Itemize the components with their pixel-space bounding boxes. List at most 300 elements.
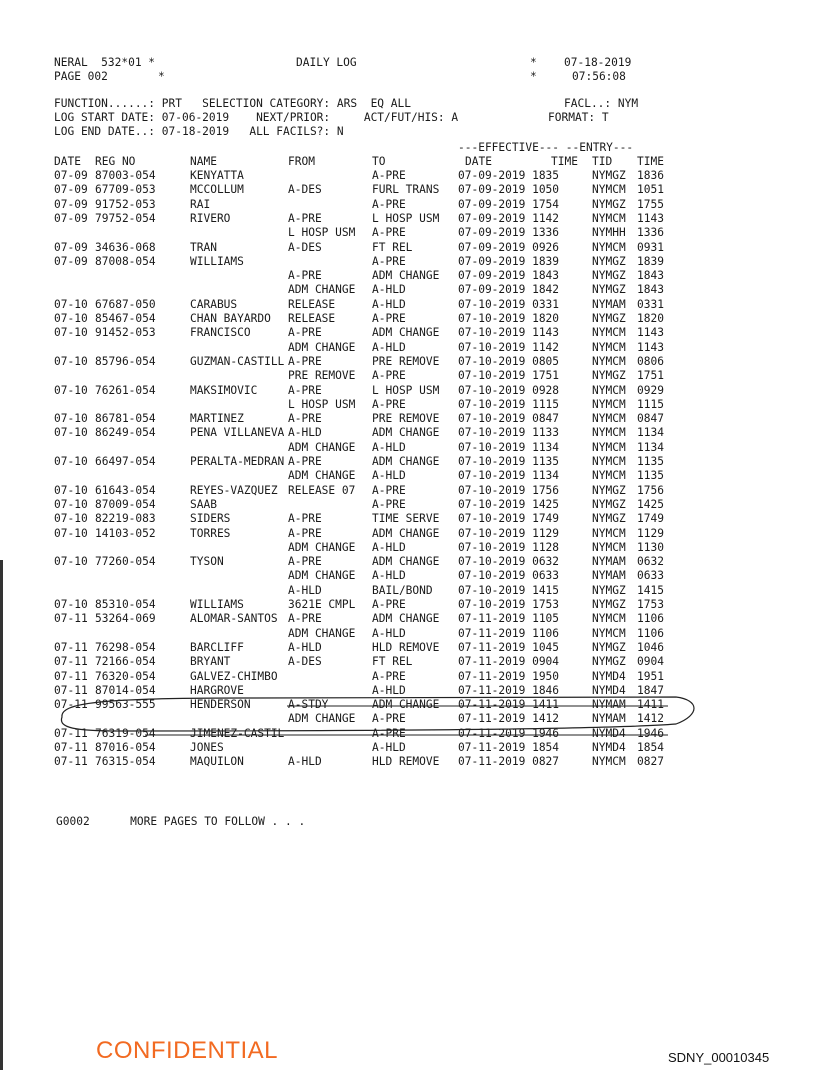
header-text: * [158, 70, 165, 83]
cell-from: A-PRE [288, 555, 322, 568]
bates-number: SDNY_00010345 [668, 1050, 770, 1065]
cell-time: 1134 [637, 441, 664, 454]
header-text: PAGE 002 [54, 70, 108, 83]
cell-name: ALOMAR-SANTOS [190, 612, 278, 625]
cell-to: A-PRE [372, 598, 406, 611]
cell-to: A-PRE [372, 169, 406, 182]
cell-tid: NYMGZ [592, 312, 626, 325]
cell-eff: 07-09-2019 1050 [458, 183, 560, 196]
cell-time: 1843 [637, 269, 664, 282]
cell-time: 1130 [637, 541, 664, 554]
cell-tid: NYMGZ [592, 512, 626, 525]
cell-eff: 07-10-2019 1751 [458, 369, 560, 382]
cell-reg: 79752-054 [95, 212, 156, 225]
cell-time: 1415 [637, 584, 664, 597]
cell-date: 07-09 [54, 241, 88, 254]
cell-tid: NYMD4 [592, 684, 626, 697]
cell-eff: 07-09-2019 1142 [458, 212, 560, 225]
cell-tid: NYMCM [592, 183, 626, 196]
cell-to: A-PRE [372, 670, 406, 683]
cell-eff: 07-09-2019 1336 [458, 226, 560, 239]
cell-name: SAAB [190, 498, 217, 511]
cell-from: ADM CHANGE [288, 712, 356, 725]
cell-to: ADM CHANGE [372, 698, 440, 711]
cell-name: TYSON [190, 555, 224, 568]
cell-name: WILLIAMS [190, 255, 244, 268]
cell-from: A-DES [288, 241, 322, 254]
cell-tid: NYMGZ [592, 584, 626, 597]
cell-to: ADM CHANGE [372, 612, 440, 625]
cell-date: 07-11 [54, 684, 88, 697]
cell-from: A-PRE [288, 355, 322, 368]
cell-tid: NYMCM [592, 469, 626, 482]
cell-time: 0904 [637, 655, 664, 668]
cell-tid: NYMAM [592, 698, 626, 711]
cell-eff: 07-09-2019 0926 [458, 241, 560, 254]
cell-date: 07-10 [54, 312, 88, 325]
cell-eff: 07-11-2019 1411 [458, 698, 560, 711]
cell-from: A-DES [288, 655, 322, 668]
header-text: * [530, 56, 537, 69]
cell-name: MARTINEZ [190, 412, 244, 425]
cell-to: PRE REMOVE [372, 412, 440, 425]
cell-tid: NYMGZ [592, 655, 626, 668]
cell-reg: 87008-054 [95, 255, 156, 268]
cell-date: 07-09 [54, 183, 88, 196]
header-text: * [530, 70, 537, 83]
cell-time: 0929 [637, 384, 664, 397]
cell-from: A-HLD [288, 584, 322, 597]
cell-eff: 07-10-2019 1756 [458, 484, 560, 497]
cell-reg: 61643-054 [95, 484, 156, 497]
cell-name: JONES [190, 741, 224, 754]
cell-time: 1106 [637, 627, 664, 640]
cell-eff: 07-09-2019 1842 [458, 283, 560, 296]
cell-reg: 91452-053 [95, 326, 156, 339]
cell-date: 07-10 [54, 555, 88, 568]
cell-time: 1143 [637, 212, 664, 225]
cell-eff: 07-11-2019 0827 [458, 755, 560, 768]
cell-time: 0331 [637, 298, 664, 311]
cell-name: CARABUS [190, 298, 238, 311]
cell-tid: NYMHH [592, 226, 626, 239]
cell-tid: NYMAM [592, 298, 626, 311]
cell-time: 1336 [637, 226, 664, 239]
cell-to: A-HLD [372, 469, 406, 482]
cell-time: 0827 [637, 755, 664, 768]
cell-name: TORRES [190, 527, 231, 540]
cell-time: 1753 [637, 598, 664, 611]
cell-to: A-PRE [372, 255, 406, 268]
header-text: NERAL 532*01 * [54, 56, 156, 69]
cell-date: 07-11 [54, 727, 88, 740]
cell-tid: NYMCM [592, 541, 626, 554]
cell-date: 07-11 [54, 655, 88, 668]
cell-date: 07-10 [54, 455, 88, 468]
cell-tid: NYMGZ [592, 498, 626, 511]
cell-to: A-HLD [372, 441, 406, 454]
cell-to: ADM CHANGE [372, 527, 440, 540]
cell-eff: 07-10-2019 1135 [458, 455, 560, 468]
cell-reg: 76315-054 [95, 755, 156, 768]
cell-eff: 07-11-2019 1412 [458, 712, 560, 725]
cell-reg: 86249-054 [95, 426, 156, 439]
scan-edge [0, 560, 3, 1070]
cell-eff: 07-10-2019 0632 [458, 555, 560, 568]
cell-eff: 07-09-2019 1843 [458, 269, 560, 282]
cell-time: 0633 [637, 569, 664, 582]
cell-reg: 76261-054 [95, 384, 156, 397]
cell-time: 1749 [637, 512, 664, 525]
cell-from: A-PRE [288, 527, 322, 540]
cell-time: 1951 [637, 670, 664, 683]
cell-tid: NYMCM [592, 341, 626, 354]
cell-from: RELEASE 07 [288, 484, 356, 497]
cell-eff: 07-10-2019 1134 [458, 469, 560, 482]
cell-reg: 99563-555 [95, 698, 156, 711]
cell-from: ADM CHANGE [288, 627, 356, 640]
cell-to: A-HLD [372, 684, 406, 697]
cell-date: 07-10 [54, 298, 88, 311]
header-text: DATE [465, 155, 492, 168]
cell-eff: 07-10-2019 0805 [458, 355, 560, 368]
cell-name: REYES-VAZQUEZ [190, 484, 278, 497]
cell-name: GUZMAN-CASTILL [190, 355, 285, 368]
cell-name: SIDERS [190, 512, 231, 525]
cell-eff: 07-11-2019 1045 [458, 641, 560, 654]
cell-time: 1135 [637, 455, 664, 468]
cell-to: A-PRE [372, 498, 406, 511]
cell-from: A-STDY [288, 698, 329, 711]
cell-tid: NYMAM [592, 569, 626, 582]
header-text: TIME [637, 155, 664, 168]
cell-from: ADM CHANGE [288, 441, 356, 454]
cell-date: 07-10 [54, 355, 88, 368]
cell-time: 1051 [637, 183, 664, 196]
cell-eff: 07-10-2019 1115 [458, 398, 560, 411]
cell-eff: 07-10-2019 1134 [458, 441, 560, 454]
cell-reg: 87014-054 [95, 684, 156, 697]
cell-from: A-PRE [288, 455, 322, 468]
cell-to: A-HLD [372, 741, 406, 754]
cell-date: 07-11 [54, 698, 88, 711]
cell-eff: 07-09-2019 1835 [458, 169, 560, 182]
cell-to: PRE REMOVE [372, 355, 440, 368]
cell-eff: 07-10-2019 0331 [458, 298, 560, 311]
cell-date: 07-11 [54, 670, 88, 683]
cell-to: ADM CHANGE [372, 455, 440, 468]
cell-name: KENYATTA [190, 169, 244, 182]
cell-from: A-PRE [288, 384, 322, 397]
cell-from: A-PRE [288, 326, 322, 339]
cell-tid: NYMCM [592, 384, 626, 397]
cell-eff: 07-11-2019 1106 [458, 627, 560, 640]
cell-tid: NYMGZ [592, 641, 626, 654]
header-text: REG NO [95, 155, 136, 168]
cell-eff: 07-10-2019 1425 [458, 498, 560, 511]
header-text: FACL..: NYM [564, 97, 639, 110]
cell-reg: 76298-054 [95, 641, 156, 654]
cell-time: 1134 [637, 426, 664, 439]
cell-date: 07-11 [54, 755, 88, 768]
cell-eff: 07-11-2019 1846 [458, 684, 560, 697]
cell-time: 1820 [637, 312, 664, 325]
cell-name: PERALTA-MEDRAN [190, 455, 285, 468]
cell-tid: NYMGZ [592, 269, 626, 282]
cell-from: PRE REMOVE [288, 369, 356, 382]
cell-eff: 07-09-2019 1754 [458, 198, 560, 211]
cell-to: ADM CHANGE [372, 555, 440, 568]
header-text: FUNCTION......: PRT SELECTION CATEGORY: ARS EQ ALL [54, 97, 411, 110]
cell-to: FT REL [372, 241, 413, 254]
cell-reg: 53264-069 [95, 612, 156, 625]
header-text: NAME [190, 155, 217, 168]
cell-date: 07-10 [54, 412, 88, 425]
cell-from: A-HLD [288, 755, 322, 768]
cell-to: A-PRE [372, 398, 406, 411]
cell-to: BAIL/BOND [372, 584, 433, 597]
cell-eff: 07-10-2019 1128 [458, 541, 560, 554]
cell-time: 0632 [637, 555, 664, 568]
cell-name: GALVEZ-CHIMBO [190, 670, 278, 683]
cell-date: 07-10 [54, 484, 88, 497]
cell-to: A-PRE [372, 484, 406, 497]
cell-eff: 07-10-2019 1820 [458, 312, 560, 325]
cell-date: 07-09 [54, 198, 88, 211]
cell-eff: 07-10-2019 0928 [458, 384, 560, 397]
cell-eff: 07-11-2019 1105 [458, 612, 560, 625]
cell-tid: NYMCM [592, 398, 626, 411]
cell-time: 1847 [637, 684, 664, 697]
cell-to: ADM CHANGE [372, 326, 440, 339]
cell-from: A-DES [288, 183, 322, 196]
cell-to: A-PRE [372, 312, 406, 325]
cell-time: 1106 [637, 612, 664, 625]
cell-time: 1412 [637, 712, 664, 725]
cell-eff: 07-10-2019 1129 [458, 527, 560, 540]
cell-reg: 67709-053 [95, 183, 156, 196]
cell-to: HLD REMOVE [372, 755, 440, 768]
cell-date: 07-09 [54, 255, 88, 268]
cell-time: 1751 [637, 369, 664, 382]
header-text: DATE [54, 155, 81, 168]
cell-date: 07-11 [54, 741, 88, 754]
cell-eff: 07-09-2019 1839 [458, 255, 560, 268]
cell-from: A-HLD [288, 641, 322, 654]
cell-to: A-HLD [372, 627, 406, 640]
header-text: 07:56:08 [572, 70, 626, 83]
cell-from: ADM CHANGE [288, 541, 356, 554]
cell-eff: 07-11-2019 1854 [458, 741, 560, 754]
footer-note [56, 815, 305, 828]
cell-tid: NYMCM [592, 527, 626, 540]
cell-time: 1411 [637, 698, 664, 711]
cell-from: A-PRE [288, 612, 322, 625]
cell-tid: NYMGZ [592, 169, 626, 182]
header-text: TO [372, 155, 386, 168]
cell-time: 1135 [637, 469, 664, 482]
cell-to: L HOSP USM [372, 212, 440, 225]
cell-eff: 07-10-2019 1143 [458, 326, 560, 339]
cell-reg: 86781-054 [95, 412, 156, 425]
cell-time: 1143 [637, 341, 664, 354]
cell-reg: 67687-050 [95, 298, 156, 311]
cell-from: A-PRE [288, 269, 322, 282]
cell-time: 0931 [637, 241, 664, 254]
cell-tid: NYMCM [592, 241, 626, 254]
cell-tid: NYMCM [592, 755, 626, 768]
cell-from: A-PRE [288, 212, 322, 225]
cell-name: BRYANT [190, 655, 231, 668]
cell-eff: 07-10-2019 1753 [458, 598, 560, 611]
cell-from: ADM CHANGE [288, 469, 356, 482]
cell-reg: 76319-054 [95, 727, 156, 740]
cell-time: 1046 [637, 641, 664, 654]
cell-to: TIME SERVE [372, 512, 440, 525]
cell-reg: 82219-083 [95, 512, 156, 525]
cell-eff: 07-10-2019 1133 [458, 426, 560, 439]
cell-from: ADM CHANGE [288, 569, 356, 582]
cell-to: A-PRE [372, 727, 406, 740]
cell-to: A-PRE [372, 369, 406, 382]
cell-time: 1129 [637, 527, 664, 540]
cell-tid: NYMCM [592, 355, 626, 368]
cell-tid: NYMD4 [592, 741, 626, 754]
cell-to: A-PRE [372, 712, 406, 725]
confidential-stamp: CONFIDENTIAL [96, 1037, 279, 1064]
cell-name: MCCOLLUM [190, 183, 244, 196]
cell-time: 1756 [637, 484, 664, 497]
cell-to: A-HLD [372, 283, 406, 296]
cell-name: CHAN BAYARDO [190, 312, 271, 325]
cell-time: 1843 [637, 283, 664, 296]
cell-date: 07-10 [54, 527, 88, 540]
cell-from: RELEASE [288, 298, 336, 311]
cell-name: RAI [190, 198, 211, 211]
cell-to: FT REL [372, 655, 413, 668]
cell-date: 07-11 [54, 612, 88, 625]
header-text: ---EFFECTIVE--- --ENTRY--- [458, 141, 634, 154]
cell-tid: NYMGZ [592, 198, 626, 211]
cell-tid: NYMCM [592, 212, 626, 225]
cell-to: HLD REMOVE [372, 641, 440, 654]
footer-code: G0002 [56, 815, 90, 828]
cell-from: A-HLD [288, 426, 322, 439]
cell-time: 0806 [637, 355, 664, 368]
cell-eff: 07-10-2019 1415 [458, 584, 560, 597]
cell-date: 07-09 [54, 169, 88, 182]
cell-reg: 66497-054 [95, 455, 156, 468]
cell-reg: 77260-054 [95, 555, 156, 568]
cell-name: MAKSIMOVIC [190, 384, 258, 397]
cell-eff: 07-10-2019 0633 [458, 569, 560, 582]
cell-eff: 07-10-2019 1142 [458, 341, 560, 354]
cell-to: A-PRE [372, 198, 406, 211]
cell-tid: NYMGZ [592, 255, 626, 268]
cell-tid: NYMGZ [592, 484, 626, 497]
cell-tid: NYMCM [592, 412, 626, 425]
cell-time: 1115 [637, 398, 664, 411]
cell-reg: 34636-068 [95, 241, 156, 254]
cell-tid: NYMGZ [592, 283, 626, 296]
cell-time: 1836 [637, 169, 664, 182]
cell-date: 07-10 [54, 384, 88, 397]
cell-date: 07-10 [54, 426, 88, 439]
cell-to: A-HLD [372, 298, 406, 311]
header-text: FROM [288, 155, 315, 168]
cell-date: 07-10 [54, 598, 88, 611]
cell-reg: 87003-054 [95, 169, 156, 182]
cell-to: A-HLD [372, 541, 406, 554]
cell-reg: 85796-054 [95, 355, 156, 368]
cell-date: 07-10 [54, 498, 88, 511]
cell-time: 1839 [637, 255, 664, 268]
cell-tid: NYMCM [592, 326, 626, 339]
cell-name: HARGROVE [190, 684, 244, 697]
cell-name: MAQUILON [190, 755, 244, 768]
cell-to: A-HLD [372, 569, 406, 582]
cell-from: A-PRE [288, 512, 322, 525]
cell-tid: NYMCM [592, 441, 626, 454]
cell-tid: NYMCM [592, 612, 626, 625]
cell-from: ADM CHANGE [288, 283, 356, 296]
cell-tid: NYMD4 [592, 670, 626, 683]
cell-eff: 07-10-2019 0847 [458, 412, 560, 425]
cell-tid: NYMGZ [592, 369, 626, 382]
cell-reg: 85467-054 [95, 312, 156, 325]
cell-name: TRAN [190, 241, 217, 254]
cell-to: ADM CHANGE [372, 269, 440, 282]
cell-name: BARCLIFF [190, 641, 244, 654]
cell-tid: NYMCM [592, 426, 626, 439]
cell-reg: 91752-053 [95, 198, 156, 211]
cell-name: HENDERSON [190, 698, 251, 711]
cell-from: L HOSP USM [288, 398, 356, 411]
cell-tid: NYMAM [592, 555, 626, 568]
cell-tid: NYMCM [592, 627, 626, 640]
cell-to: A-PRE [372, 226, 406, 239]
cell-eff: 07-11-2019 0904 [458, 655, 560, 668]
cell-from: ADM CHANGE [288, 341, 356, 354]
cell-from: L HOSP USM [288, 226, 356, 239]
cell-date: 07-11 [54, 641, 88, 654]
cell-name: WILLIAMS [190, 598, 244, 611]
cell-reg: 76320-054 [95, 670, 156, 683]
cell-time: 0847 [637, 412, 664, 425]
header-text: 07-18-2019 [564, 56, 632, 69]
cell-date: 07-10 [54, 326, 88, 339]
cell-reg: 87016-054 [95, 741, 156, 754]
cell-to: A-HLD [372, 341, 406, 354]
cell-eff: 07-11-2019 1946 [458, 727, 560, 740]
cell-reg: 72166-054 [95, 655, 156, 668]
header-text: TID [592, 155, 613, 168]
cell-tid: NYMAM [592, 712, 626, 725]
cell-reg: 87009-054 [95, 498, 156, 511]
cell-tid: NYMGZ [592, 598, 626, 611]
cell-name: PENA VILLANEVA [190, 426, 285, 439]
cell-date: 07-09 [54, 212, 88, 225]
cell-name: JIMENEZ-CASTIL [190, 727, 285, 740]
cell-from: A-PRE [288, 412, 322, 425]
cell-eff: 07-11-2019 1950 [458, 670, 560, 683]
cell-to: L HOSP USM [372, 384, 440, 397]
cell-to: FURL TRANS [372, 183, 440, 196]
header-text: FORMAT: T [548, 111, 609, 124]
cell-from: RELEASE [288, 312, 336, 325]
cell-eff: 07-10-2019 1749 [458, 512, 560, 525]
cell-reg: 14103-052 [95, 527, 156, 540]
